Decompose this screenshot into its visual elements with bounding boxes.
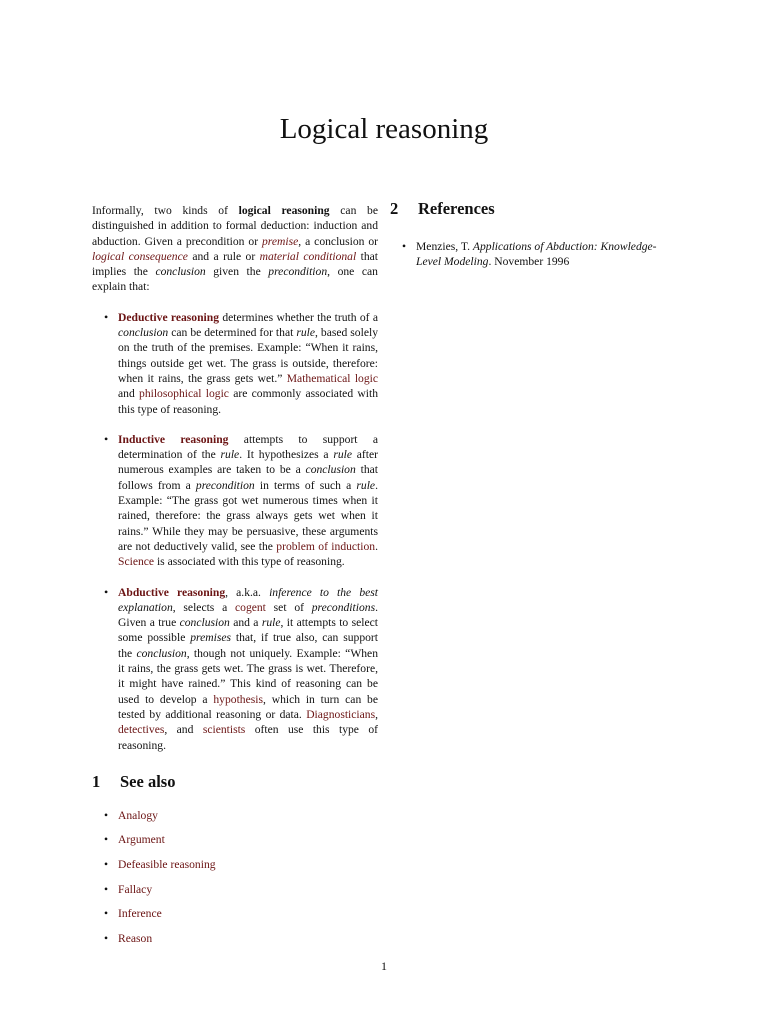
inline-link[interactable]: philosophical logic <box>139 387 229 401</box>
see-also-list <box>92 808 378 946</box>
text-run: , one can explain that: <box>92 265 378 294</box>
text-run: are commonly associated with this type of reasoning. <box>118 387 378 416</box>
text-run: and a rule or <box>187 249 260 263</box>
text-run: , though not uniquely. Example: “When it rains, the grass gets wet. The grass is wet. Therefore, it might have rained.” This kind of reasoning can be used to develop a <box>118 646 378 706</box>
see-also-link-inference[interactable]: Inference <box>118 907 162 921</box>
emphasis-text: conclusion <box>155 265 206 279</box>
text-run: after numerous examples are taken to be a <box>118 448 379 477</box>
text-run: set of <box>265 600 312 614</box>
emphasis-text: conclusion <box>179 616 230 630</box>
page-number: 1 <box>381 959 387 973</box>
inline-link[interactable]: problem of induction <box>276 539 376 553</box>
references-list <box>390 239 680 270</box>
text-run: that implies the <box>92 249 379 279</box>
bullet-icon: • <box>104 431 109 446</box>
text-run: Menzies, T. <box>416 240 473 253</box>
reference-text <box>416 240 657 268</box>
intro-paragraph <box>92 203 378 295</box>
text-run: often use this type of reasoning. <box>118 723 378 752</box>
text-run: that follows from a <box>118 463 378 492</box>
bullet-icon: • <box>104 833 109 847</box>
right-column <box>390 199 680 270</box>
emphasis-text: precondition <box>268 265 328 279</box>
section-title: See also <box>120 771 176 791</box>
reference-item <box>390 239 680 270</box>
text-run: , selects a <box>172 600 235 614</box>
text-run: in terms of such a <box>254 478 357 492</box>
inline-link[interactable]: Science <box>118 555 155 569</box>
emphasis-text: rule <box>220 448 240 462</box>
see-also-item <box>92 931 378 946</box>
inline-link[interactable]: premise <box>262 234 299 248</box>
emphasis-text: conclusion <box>118 326 169 340</box>
list-item-abductive <box>92 585 378 753</box>
text-run: , <box>375 707 378 721</box>
left-column <box>92 203 378 955</box>
bullet-icon: • <box>104 882 109 896</box>
bullet-icon: • <box>104 931 109 945</box>
emphasis-text: rule <box>296 326 315 340</box>
section-title: References <box>418 199 495 218</box>
inline-link[interactable]: Diagnosticians <box>306 707 376 721</box>
bullet-icon: • <box>104 584 109 599</box>
section-number: 2 <box>390 199 399 218</box>
list-item-text <box>118 433 378 568</box>
list-item-text <box>118 311 378 416</box>
text-run: and <box>118 387 140 401</box>
text-run: , and <box>164 723 203 737</box>
inline-link[interactable]: logical consequence <box>92 249 188 263</box>
bullet-icon: • <box>104 808 109 822</box>
emphasis-text: conclusion <box>136 646 187 660</box>
see-also-item <box>92 832 378 847</box>
page-title: Logical reasoning <box>279 113 489 145</box>
text-run: , a conclusion or <box>298 234 378 248</box>
inline-link[interactable]: Deductive reasoning <box>118 310 220 324</box>
section-number: 1 <box>92 771 101 791</box>
emphasis-text: Applications of Abduction: Knowledge-Level Modeling <box>416 240 657 269</box>
text-run: , a.k.a. <box>225 585 270 599</box>
see-also-item <box>92 906 378 921</box>
see-also-link-defeasible-reasoning[interactable]: Defeasible reasoning <box>118 857 216 871</box>
inline-link[interactable]: Abductive reasoning <box>118 585 226 599</box>
emphasis-text: conclusion <box>305 463 356 477</box>
inline-link[interactable]: material conditional <box>259 249 357 263</box>
text-run: given the <box>205 265 269 279</box>
emphasis-text: premises <box>190 631 231 645</box>
text-run: , it attempts to select some possible <box>118 616 378 645</box>
see-also-link-reason[interactable]: Reason <box>118 931 153 945</box>
reasoning-kinds-list <box>92 310 378 753</box>
inline-link[interactable]: hypothesis <box>213 692 263 706</box>
references-heading <box>390 199 680 219</box>
list-item-inductive <box>92 432 378 570</box>
text-run: attempts to support a determination of the <box>118 432 379 462</box>
inline-link[interactable]: Mathematical logic <box>286 371 378 385</box>
text-run: . Example: “The grass got wet numerous times when it rained, therefore: the grass always gets wet when it rains.” While they may be persuasive, these arguments are not deductively valid, see the <box>118 478 378 553</box>
bullet-icon: • <box>402 240 407 253</box>
text-run: . Given a true <box>118 600 378 630</box>
text-run: . It hypothesizes a <box>239 448 334 462</box>
inline-link[interactable]: scientists <box>202 723 246 737</box>
text-run: . <box>375 539 378 553</box>
emphasis-text: precondition <box>195 478 255 492</box>
bullet-icon: • <box>104 907 109 921</box>
text-run: can be determined for that <box>168 326 297 340</box>
text-run: Informally, two kinds of <box>92 204 239 217</box>
emphasis-text: rule <box>333 448 352 462</box>
text-run: determines whether the truth of a <box>219 310 378 324</box>
inline-link[interactable]: Inductive reasoning <box>118 432 229 446</box>
see-also-heading <box>92 772 378 792</box>
bullet-icon: • <box>104 857 109 871</box>
list-item-deductive <box>92 310 378 417</box>
text-run: , which in turn can be tested by additional reasoning or data. <box>118 692 378 721</box>
list-item-text <box>118 586 378 752</box>
text-run: and a <box>229 616 262 630</box>
bullet-icon: • <box>104 309 109 324</box>
see-also-link-fallacy[interactable]: Fallacy <box>118 882 153 896</box>
inline-link[interactable]: cogent <box>235 600 266 614</box>
see-also-item <box>92 857 378 872</box>
text-run: . November 1996 <box>488 255 570 269</box>
inline-link[interactable]: detectives <box>118 723 165 737</box>
emphasis-text: preconditions <box>311 600 376 614</box>
see-also-item <box>92 882 378 897</box>
see-also-item <box>92 808 378 823</box>
text-run: is associated with this type of reasoning. <box>154 555 345 569</box>
see-also-link-analogy[interactable]: Analogy <box>118 808 158 822</box>
emphasis-text: rule <box>356 478 376 492</box>
emphasis-text: inference to the best explanation <box>118 585 378 614</box>
text-run: that, if true also, can support the <box>118 631 378 660</box>
text-run: , based solely on the truth of the premises. Example: “When it rains, things outside get wet. The grass is outside, therefore: when it rains, the grass gets wet.” <box>118 326 378 385</box>
see-also-link-argument[interactable]: Argument <box>118 833 165 847</box>
text-run: can be distinguished in addition to formal deduction: induction and abduction. Given a precondition or <box>92 204 378 248</box>
emphasis-text: rule <box>261 616 281 630</box>
emphasis-text: logical reasoning <box>238 204 330 217</box>
